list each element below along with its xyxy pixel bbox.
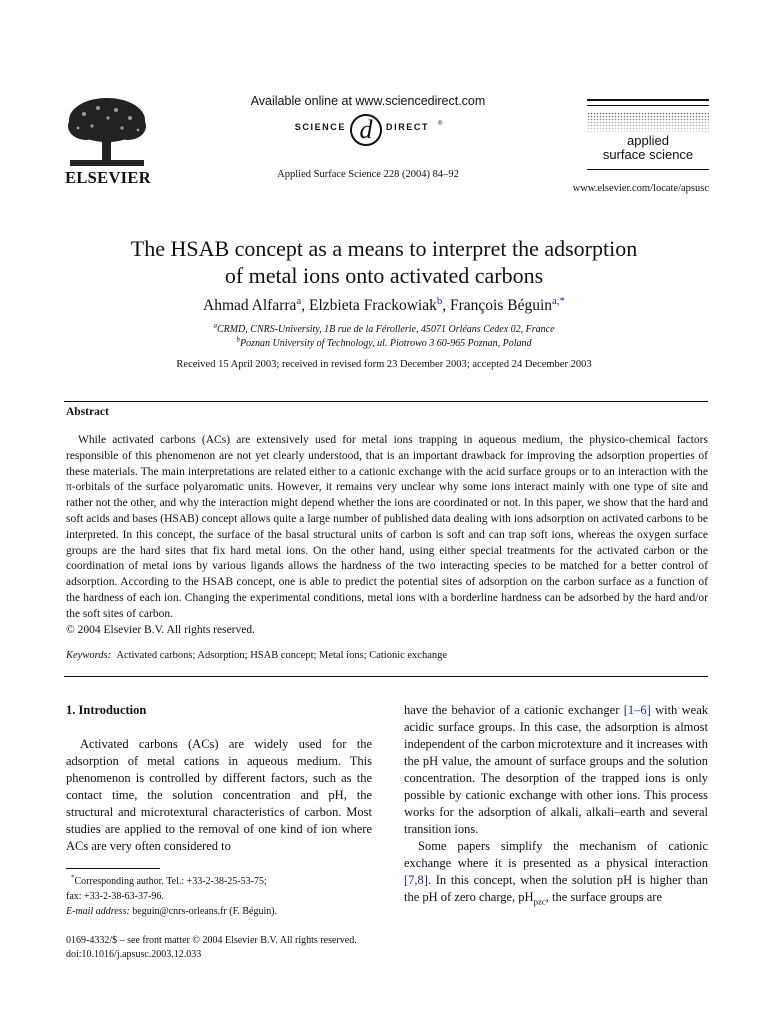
available-online-text: Available online at www.sciencedirect.com (250, 94, 486, 108)
sciencedirect-logo (288, 110, 448, 148)
footnote-line: fax: +33-2-38-63-37-96. (66, 891, 164, 902)
affiliation-mark: a (213, 321, 217, 330)
author-affiliation-mark[interactable]: b (436, 294, 443, 307)
citation-link[interactable]: [7,8] (404, 873, 428, 887)
right-column (404, 702, 708, 906)
article-title (64, 235, 704, 289)
author-name: Elzbieta Frackowiak (309, 297, 437, 314)
affiliation-mark: b (236, 335, 240, 344)
journal-rule-thin (587, 105, 709, 106)
elsevier-tree-logo (64, 96, 150, 170)
author-affiliation-mark[interactable]: a (296, 294, 302, 307)
sd-right-text: DIRECT (386, 122, 430, 132)
body-paragraph: have the behavior of a cationic exchanger [1–6] with weak acidic surface groups. In this case, the adsorption is almost independent of the carbon microtexture and it increases with the pH value, the amount of surface groups and the solution concentration. The desorption of the trapped ions is only possible by cationic exchange with other ions. This process works for the adsorption of alkali, alkali–earth and several transition ions. (404, 703, 708, 836)
body-paragraph: Some papers simplify the mechanism of cationic exchange where it is presented as a physical interaction [7,8]. In this concept, when the solution pH is higher than the pH of zero charge, $pH_{pzc}$, the surface groups are (404, 839, 708, 907)
journal-reference: Applied Surface Science 228 (2004) 84–92 (277, 169, 459, 180)
author-name: Ahmad Alfarra (203, 297, 297, 314)
author-name: François Béguin (450, 297, 553, 314)
affiliation-text: CRMD, CNRS-University, 1B rue de la Férollerie, 45071 Orléans Cedex 02, France (216, 324, 555, 335)
abstract-body (66, 433, 708, 638)
abstract-text: While activated carbons (ACs) are extensively used for metal ions trapping in aqueous medium, the physico-chemical factors responsible of this phenomenon are not yet clearly understood, that is an important drawback for improving the adsorption properties of these materials. The main interpretations are related either to a cationic exchange with the acid surface groups or to an interaction with the π-orbitals of the surface polyaromatic units. However, it remains very unclear why some ions interact mainly with one type of site and rather not the other, and why the interaction might depend whether the ions are coordinated or not. In this paper, we show that the hard and soft acids and bases (HSAB) concept allows quite a large number of published data dealing with ions adsorption on activated carbons to be interpreted. In this concept, the surface of the basal structural units of carbon is soft and can trap soft ions, whereas the oxygen surface groups are the hard sites that fix hard metal ions. On the other hand, using either special treatments for the activated carbon or the coordination of metal ions by various ligands allows the hardness of the two interacting species to be matched for a better control of adsorption. According to the HSAB concept, one is able to predict the potential sites of adsorption on the carbon surface as a function of the hardness of each ion. Changing the experimental conditions, metal ions with a borderline hardness can be adsorbed by the hard and/or the soft sites of carbon. (66, 434, 708, 620)
abstract-rule-top (64, 401, 708, 402)
journal-name-line2: surface science (602, 147, 694, 162)
publisher-name: ELSEVIER (65, 168, 151, 187)
journal-rule-bottom (587, 169, 709, 170)
keywords (66, 650, 708, 661)
keywords-label: Keywords: (66, 650, 112, 661)
sd-mark-icon (348, 110, 384, 148)
affiliation-b (64, 335, 704, 349)
intro-paragraph: Activated carbons (ACs) are widely used for the adsorption of metal cations in aqueous medium. This phenomenon is controlled by different factors, such as the contact time, the solution concentration and pH, the structural and microtextural characteristics of carbon. Most studies are applied to the removal of one kind of ion where ACs are very often considered to (66, 737, 372, 853)
footnote (66, 874, 372, 919)
abstract-rule-bottom (64, 676, 708, 677)
subscript: pzc (533, 896, 546, 907)
journal-name-line1: applied (627, 133, 669, 148)
keywords-list: Activated carbons; Adsorption; HSAB concept; Metal ions; Cationic exchange (116, 650, 448, 661)
abstract-heading: Abstract (66, 406, 109, 418)
sd-mark-letter: d (359, 115, 373, 144)
issn-line: 0169-4332/$ – see front matter © 2004 Elsevier B.V. All rights reserved. (66, 935, 357, 946)
footnote-rule (66, 868, 160, 869)
author-affiliation-mark[interactable]: a,* (552, 294, 565, 307)
author-separator: , (442, 297, 450, 314)
abstract-copyright: © 2004 Elsevier B.V. All rights reserved. (66, 623, 255, 636)
title-line-1: The HSAB concept as a means to interpret the adsorption (130, 236, 638, 261)
footnote-mark: * (71, 873, 75, 882)
section-heading: 1. Introduction (66, 703, 147, 717)
left-column (66, 736, 372, 855)
sd-left-text: SCIENCE (294, 122, 346, 132)
received-dates: Received 15 April 2003; received in revised form 23 December 2003; accepted 24 December 2003 (176, 359, 592, 370)
author-list (64, 294, 704, 315)
affiliation-a (64, 321, 704, 335)
email-label: E-mail address: (66, 906, 130, 917)
doi-line[interactable]: doi:10.1016/j.apsusc.2003.12.033 (66, 949, 202, 960)
email-address[interactable]: beguin@cnrs-orleans.fr (F. Béguin). (132, 906, 278, 917)
author-separator: , (301, 297, 309, 314)
title-line-2: of metal ions onto activated carbons (224, 263, 544, 288)
affiliation-text: Poznan University of Technology, ul. Piotrowo 3 60-965 Poznan, Poland (240, 338, 532, 349)
journal-url[interactable]: www.elsevier.com/locate/apsusc (572, 183, 709, 194)
footnote-line: Corresponding author. Tel.: +33-2-38-25-53-75; (74, 876, 267, 887)
journal-rule-top (587, 99, 709, 101)
journal-dot-pattern (587, 112, 709, 134)
citation-link[interactable]: [1–6] (623, 703, 651, 717)
sd-registered-mark: ® (438, 121, 443, 127)
